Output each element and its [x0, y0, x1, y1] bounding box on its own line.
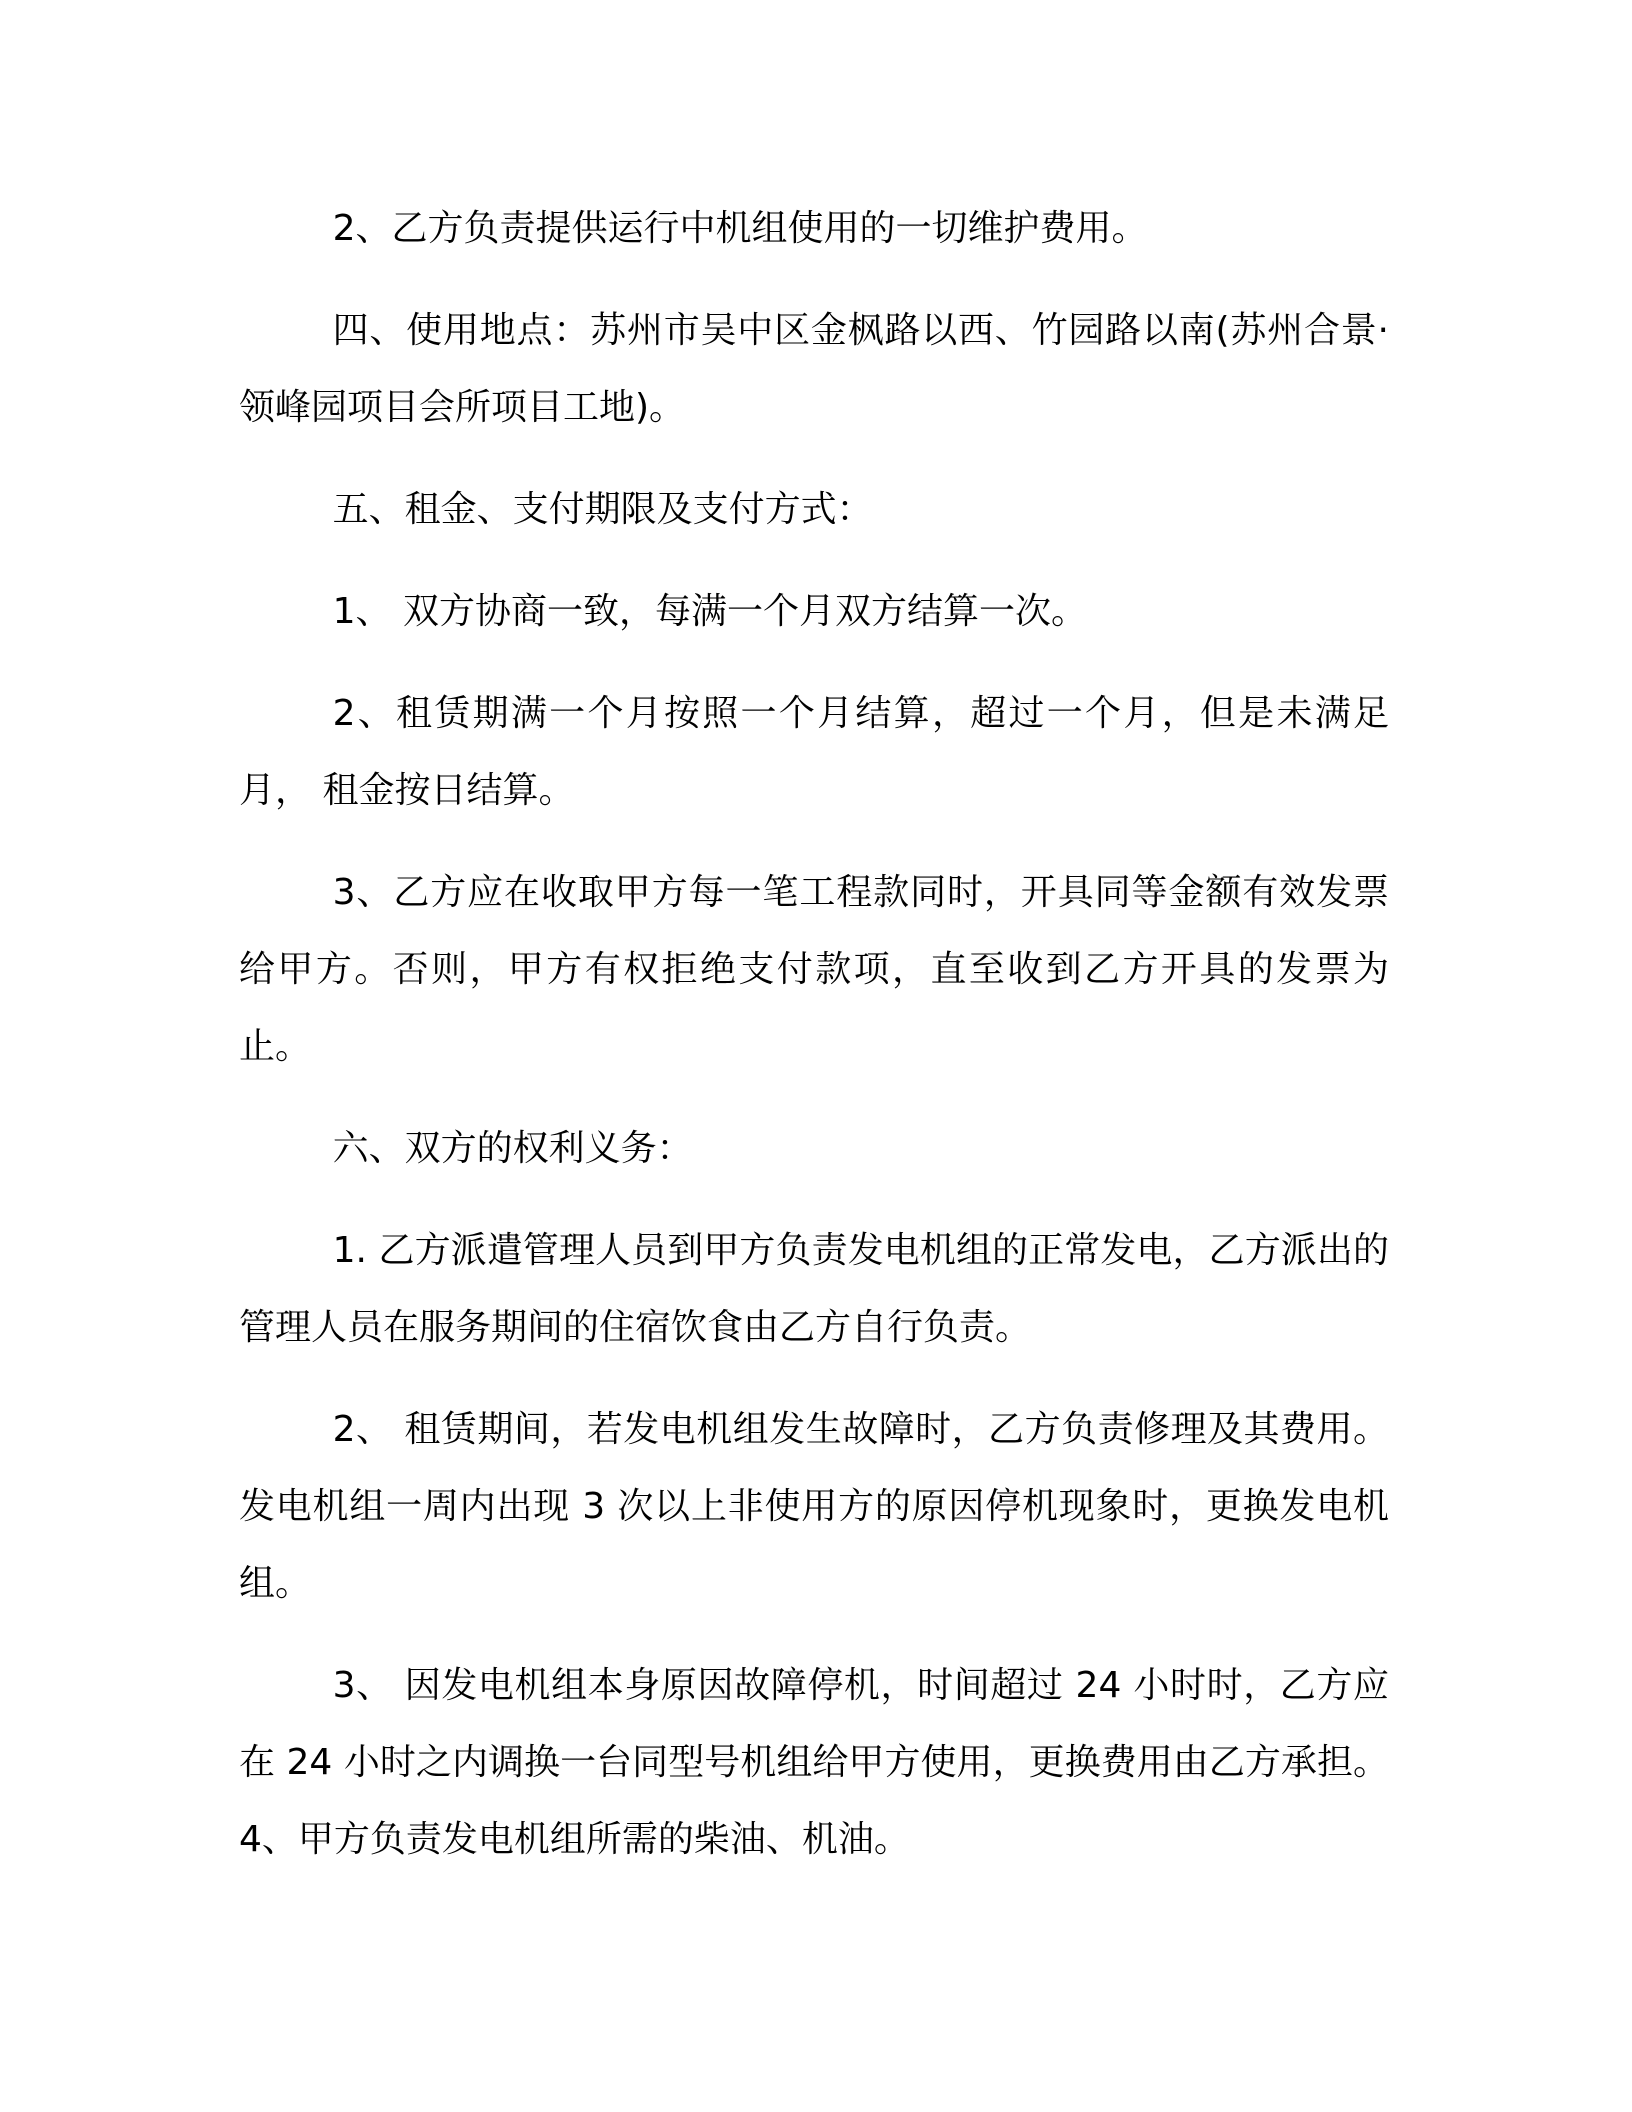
paragraph-maintenance-cost: 2、乙方负责提供运行中机组使用的一切维护费用。: [332, 208, 1148, 249]
heading-rent-payment: 五、租金、支付期限及支付方式：: [332, 489, 873, 530]
document-body: [239, 190, 1389, 1878]
paragraph-monthly-settlement: 1、 双方协商一致，每满一个月双方结算一次。: [332, 591, 1087, 632]
paragraph-daily-settlement: 2、租赁期满一个月按照一个月结算，超过一个月，但是未满足月， 租金按日结算。: [239, 693, 1389, 811]
paragraph-replacement: 3、 因发电机组本身原因故障停机，时间超过 24 小时时，乙方应在 24 小时之内调换一台同型号机组给甲方使用，更换费用由乙方承担。 4、甲方负责发电机组所需的柴油、机油。: [239, 1665, 1389, 1860]
paragraph-management-staff: 1. 乙方派遣管理人员到甲方负责发电机组的正常发电，乙方派出的管理人员在服务期间的住宿饮食由乙方自行负责。: [239, 1230, 1389, 1348]
paragraph-invoice: 3、乙方应在收取甲方每一笔工程款同时，开具同等金额有效发票给甲方。否则，甲方有权拒绝支付款项，直至收到乙方开具的发票为止。: [239, 872, 1389, 1067]
heading-rights-obligations: 六、双方的权利义务：: [332, 1128, 693, 1169]
paragraph-repair: 2、 租赁期间，若发电机组发生故障时，乙方负责修理及其费用。发电机组一周内出现 3 次以上非使用方的原因停机现象时，更换发电机组。: [239, 1409, 1389, 1604]
paragraph-usage-location: 四、使用地点：苏州市吴中区金枫路以西、竹园路以南(苏州合景·领峰园项目会所项目工地)。: [239, 310, 1389, 428]
